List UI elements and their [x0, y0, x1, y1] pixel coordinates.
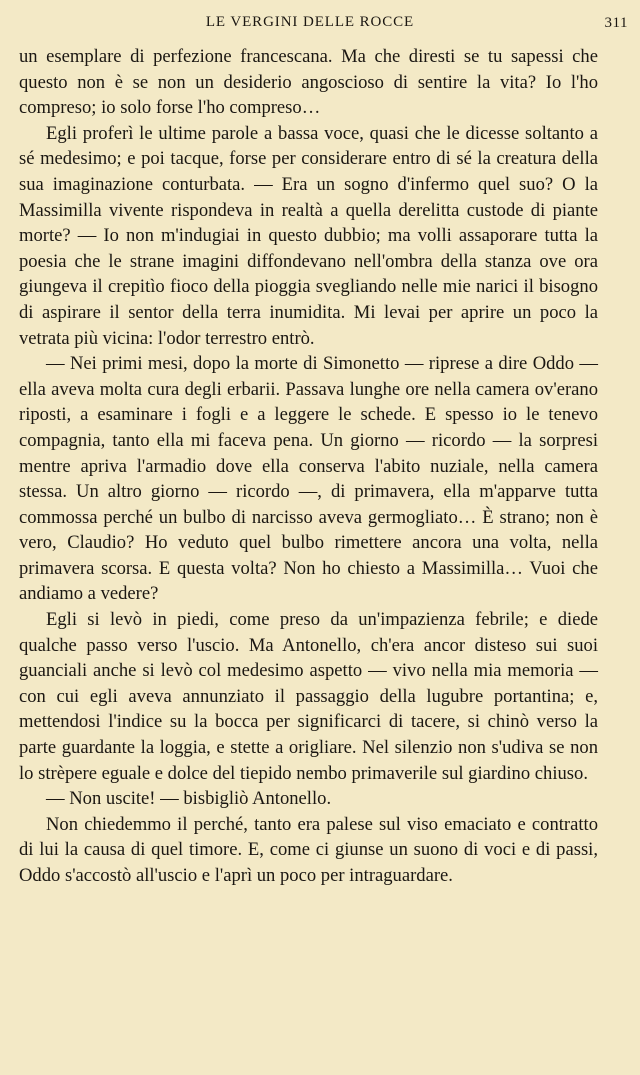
paragraph: un esemplare di perfezione francescana. Ma che diresti se tu sapessi che questo non è se non un desiderio angoscioso di sentire la vita? Io l'ho compreso; io solo forse l'ho compreso… [19, 46, 598, 119]
paragraph: — Nei primi mesi, dopo la morte di Simonetto — riprese a dire Oddo — ella aveva molta cura degli erbarii. Passava lunghe ore nella camera ov'erano riposti, a esaminare i fogli e a leggere le schede. E spesso io le tenevo compagnia, tanto ella mi faceva pena. Un giorno — ricordo — la sorpresi mentre apriva l'armadio dove ella conserva l'abito nuziale, nella camera stessa. Un altro giorno — ricordo —, di primavera, ella m'apparve tutta commossa perché un bulbo di narcisso aveva germogliato… È strano; non è vero, Claudio? Ho veduto quel bulbo rimettere ancora una volta, nella primavera scorsa. E questa volta? Non ho chiesto a Massimilla… Vuoi che andiamo a vedere? [19, 353, 598, 605]
page-header [0, 14, 640, 36]
body-text [19, 44, 598, 889]
paragraph: — Non uscite! — bisbigliò Antonello. [46, 788, 332, 810]
paragraph: Egli proferì le ultime parole a bassa voce, quasi che le dicesse soltanto a sé medesimo; e poi tacque, forse per considerare entro di sé la creatura della sua imaginazione conturbata. — Era un sogno d'infermo quel suo? O la Massimilla vivente rispondeva in realtà a quella derelitta custode di piante morte? — Io non m'indugiai in questo dubbio; ma volli assaporare tutta la poesia che le strane imagini diffondevano nell'ombra della stanza ove ora giungeva il crepitìo fioco della pioggia svegliando nelle mie narici il bisogno di aspirare il sentor della terra inumidita. Mi levai per aprire un poco la vetrata più vicina: l'odor terrestro entrò. [19, 122, 598, 349]
paragraph: Egli si levò in piedi, come preso da un'impazienza febrile; e diede qualche passo verso l'uscio. Ma Antonello, ch'era ancor disteso sui suoi guanciali anche si levò col medesimo aspetto — vivo nella mia memoria — con cui egli aveva annunziato il passaggio della lugubre portantina; e, mettendosi l'indice su la bocca per significarci di tacere, si chinò verso la parte guardante la loggia, e stette a origliare. Nel silenzio non s'udiva se non lo strèpere eguale e dolce del tiepido nembo primaverile sul giardino chiuso. [19, 609, 598, 784]
paragraph: Non chiedemmo il perché, tanto era palese sul viso emaciato e contratto di lui la causa di quel timore. E, come ci giunse un suono di voci e di passi, Oddo s'accostò all'uscio e l'aprì un poco per intraguardare. [19, 813, 598, 886]
running-title: LE VERGINI DELLE ROCCE [205, 14, 415, 30]
page-number: 311 [604, 15, 628, 31]
